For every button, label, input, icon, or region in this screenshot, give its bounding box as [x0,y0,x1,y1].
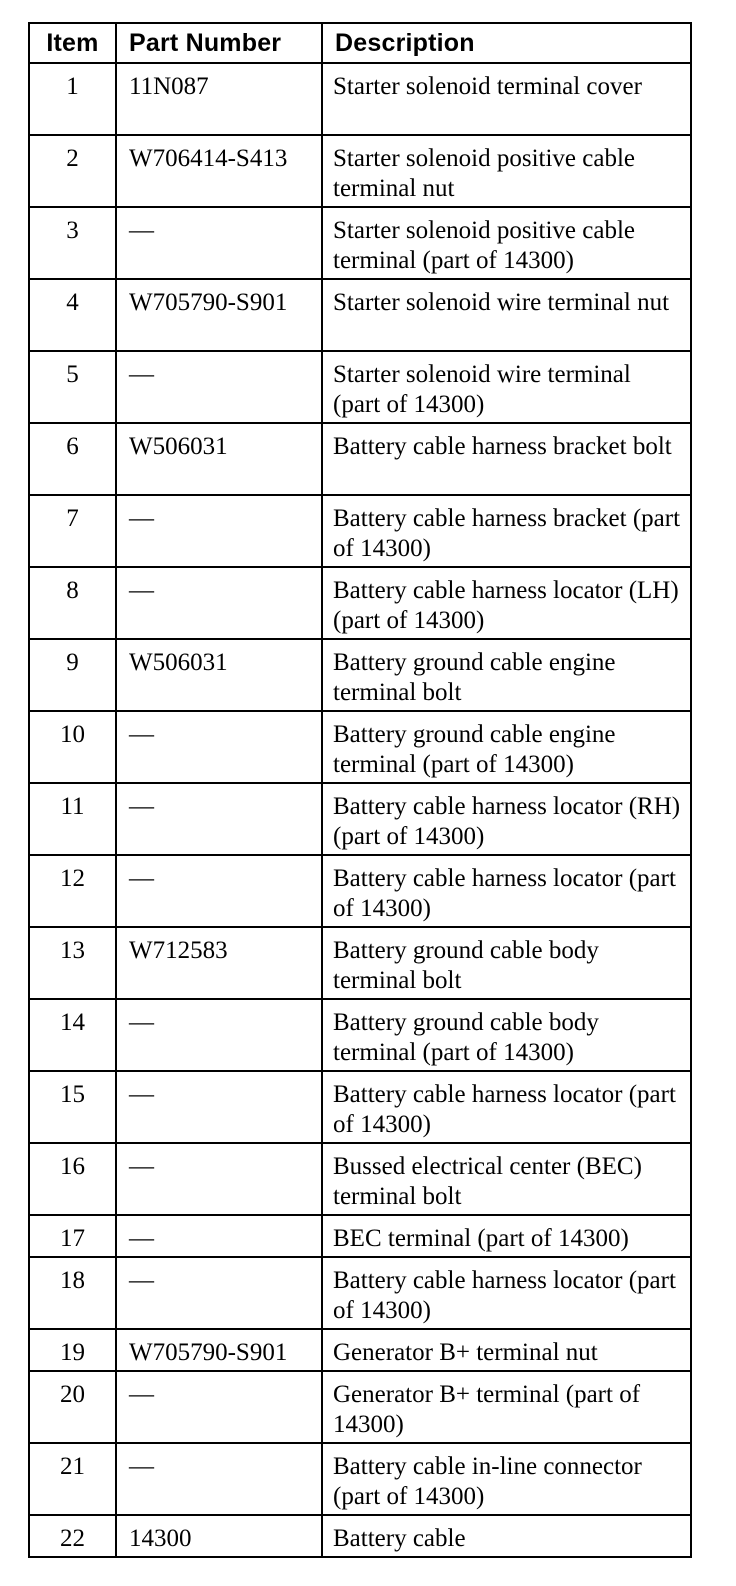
table-row [29,1443,691,1515]
part-number: — [116,711,322,783]
part-number: W706414-S413 [116,135,322,207]
description: Battery ground cable engine terminal (part of 14300) [322,711,691,783]
description: Starter solenoid wire terminal (part of 14300) [322,351,691,423]
item-number: 6 [29,423,116,495]
table-header [29,23,691,63]
item-number: 14 [29,999,116,1071]
item-number: 1 [29,63,116,135]
header-row [29,23,691,63]
item-number: 19 [29,1329,116,1371]
description: Battery cable harness locator (part of 14300) [322,1257,691,1329]
item-number: 2 [29,135,116,207]
description: Battery ground cable body terminal (part of 14300) [322,999,691,1071]
table-row [29,999,691,1071]
part-number: — [116,1443,322,1515]
description: Battery cable harness locator (part of 14300) [322,1071,691,1143]
description: Battery cable harness bracket (part of 14300) [322,495,691,567]
item-number: 17 [29,1215,116,1257]
item-number: 22 [29,1515,116,1557]
table-row [29,1257,691,1329]
parts-table [28,22,692,1558]
part-number: — [116,351,322,423]
description: Battery cable harness locator (part of 14300) [322,855,691,927]
item-number: 15 [29,1071,116,1143]
table-row [29,63,691,135]
item-number: 4 [29,279,116,351]
table-row [29,495,691,567]
part-number: W506031 [116,639,322,711]
part-number: 11N087 [116,63,322,135]
table-row [29,1143,691,1215]
table-body [29,63,691,1557]
part-number: 14300 [116,1515,322,1557]
description: Battery ground cable engine terminal bolt [322,639,691,711]
description: Starter solenoid terminal cover [322,63,691,135]
column-header-item: Item [29,23,116,63]
description: Battery ground cable body terminal bolt [322,927,691,999]
part-number: W705790-S901 [116,1329,322,1371]
description: Battery cable harness locator (LH) (part of 14300) [322,567,691,639]
column-header-description: Description [322,23,691,63]
item-number: 12 [29,855,116,927]
description: Battery cable harness bracket bolt [322,423,691,495]
item-number: 7 [29,495,116,567]
table-row [29,1515,691,1557]
part-number: — [116,999,322,1071]
description: Starter solenoid wire terminal nut [322,279,691,351]
part-number: W506031 [116,423,322,495]
table-row [29,855,691,927]
part-number: — [116,1071,322,1143]
description: Starter solenoid positive cable terminal nut [322,135,691,207]
part-number: — [116,783,322,855]
table-row [29,927,691,999]
table-row [29,1371,691,1443]
table-row [29,783,691,855]
table-row [29,1215,691,1257]
item-number: 18 [29,1257,116,1329]
part-number: W712583 [116,927,322,999]
part-number: — [116,1215,322,1257]
item-number: 13 [29,927,116,999]
table-row [29,639,691,711]
part-number: — [116,855,322,927]
table-row [29,135,691,207]
description: Battery cable [322,1515,691,1557]
table-row [29,351,691,423]
table-row [29,207,691,279]
description: Starter solenoid positive cable terminal (part of 14300) [322,207,691,279]
part-number: — [116,207,322,279]
item-number: 10 [29,711,116,783]
table-row [29,1071,691,1143]
item-number: 5 [29,351,116,423]
table-row [29,711,691,783]
table-row [29,1329,691,1371]
description: Generator B+ terminal (part of 14300) [322,1371,691,1443]
item-number: 21 [29,1443,116,1515]
item-number: 3 [29,207,116,279]
description: BEC terminal (part of 14300) [322,1215,691,1257]
description: Battery cable harness locator (RH) (part of 14300) [322,783,691,855]
description: Bussed electrical center (BEC) terminal bolt [322,1143,691,1215]
part-number: — [116,495,322,567]
part-number: — [116,1371,322,1443]
item-number: 16 [29,1143,116,1215]
item-number: 11 [29,783,116,855]
part-number: — [116,1143,322,1215]
item-number: 8 [29,567,116,639]
item-number: 9 [29,639,116,711]
description: Generator B+ terminal nut [322,1329,691,1371]
table-row [29,423,691,495]
table-row [29,567,691,639]
table-row [29,279,691,351]
item-number: 20 [29,1371,116,1443]
part-number: — [116,567,322,639]
description: Battery cable in-line connector (part of 14300) [322,1443,691,1515]
part-number: W705790-S901 [116,279,322,351]
part-number: — [116,1257,322,1329]
column-header-part-number: Part Number [116,23,322,63]
